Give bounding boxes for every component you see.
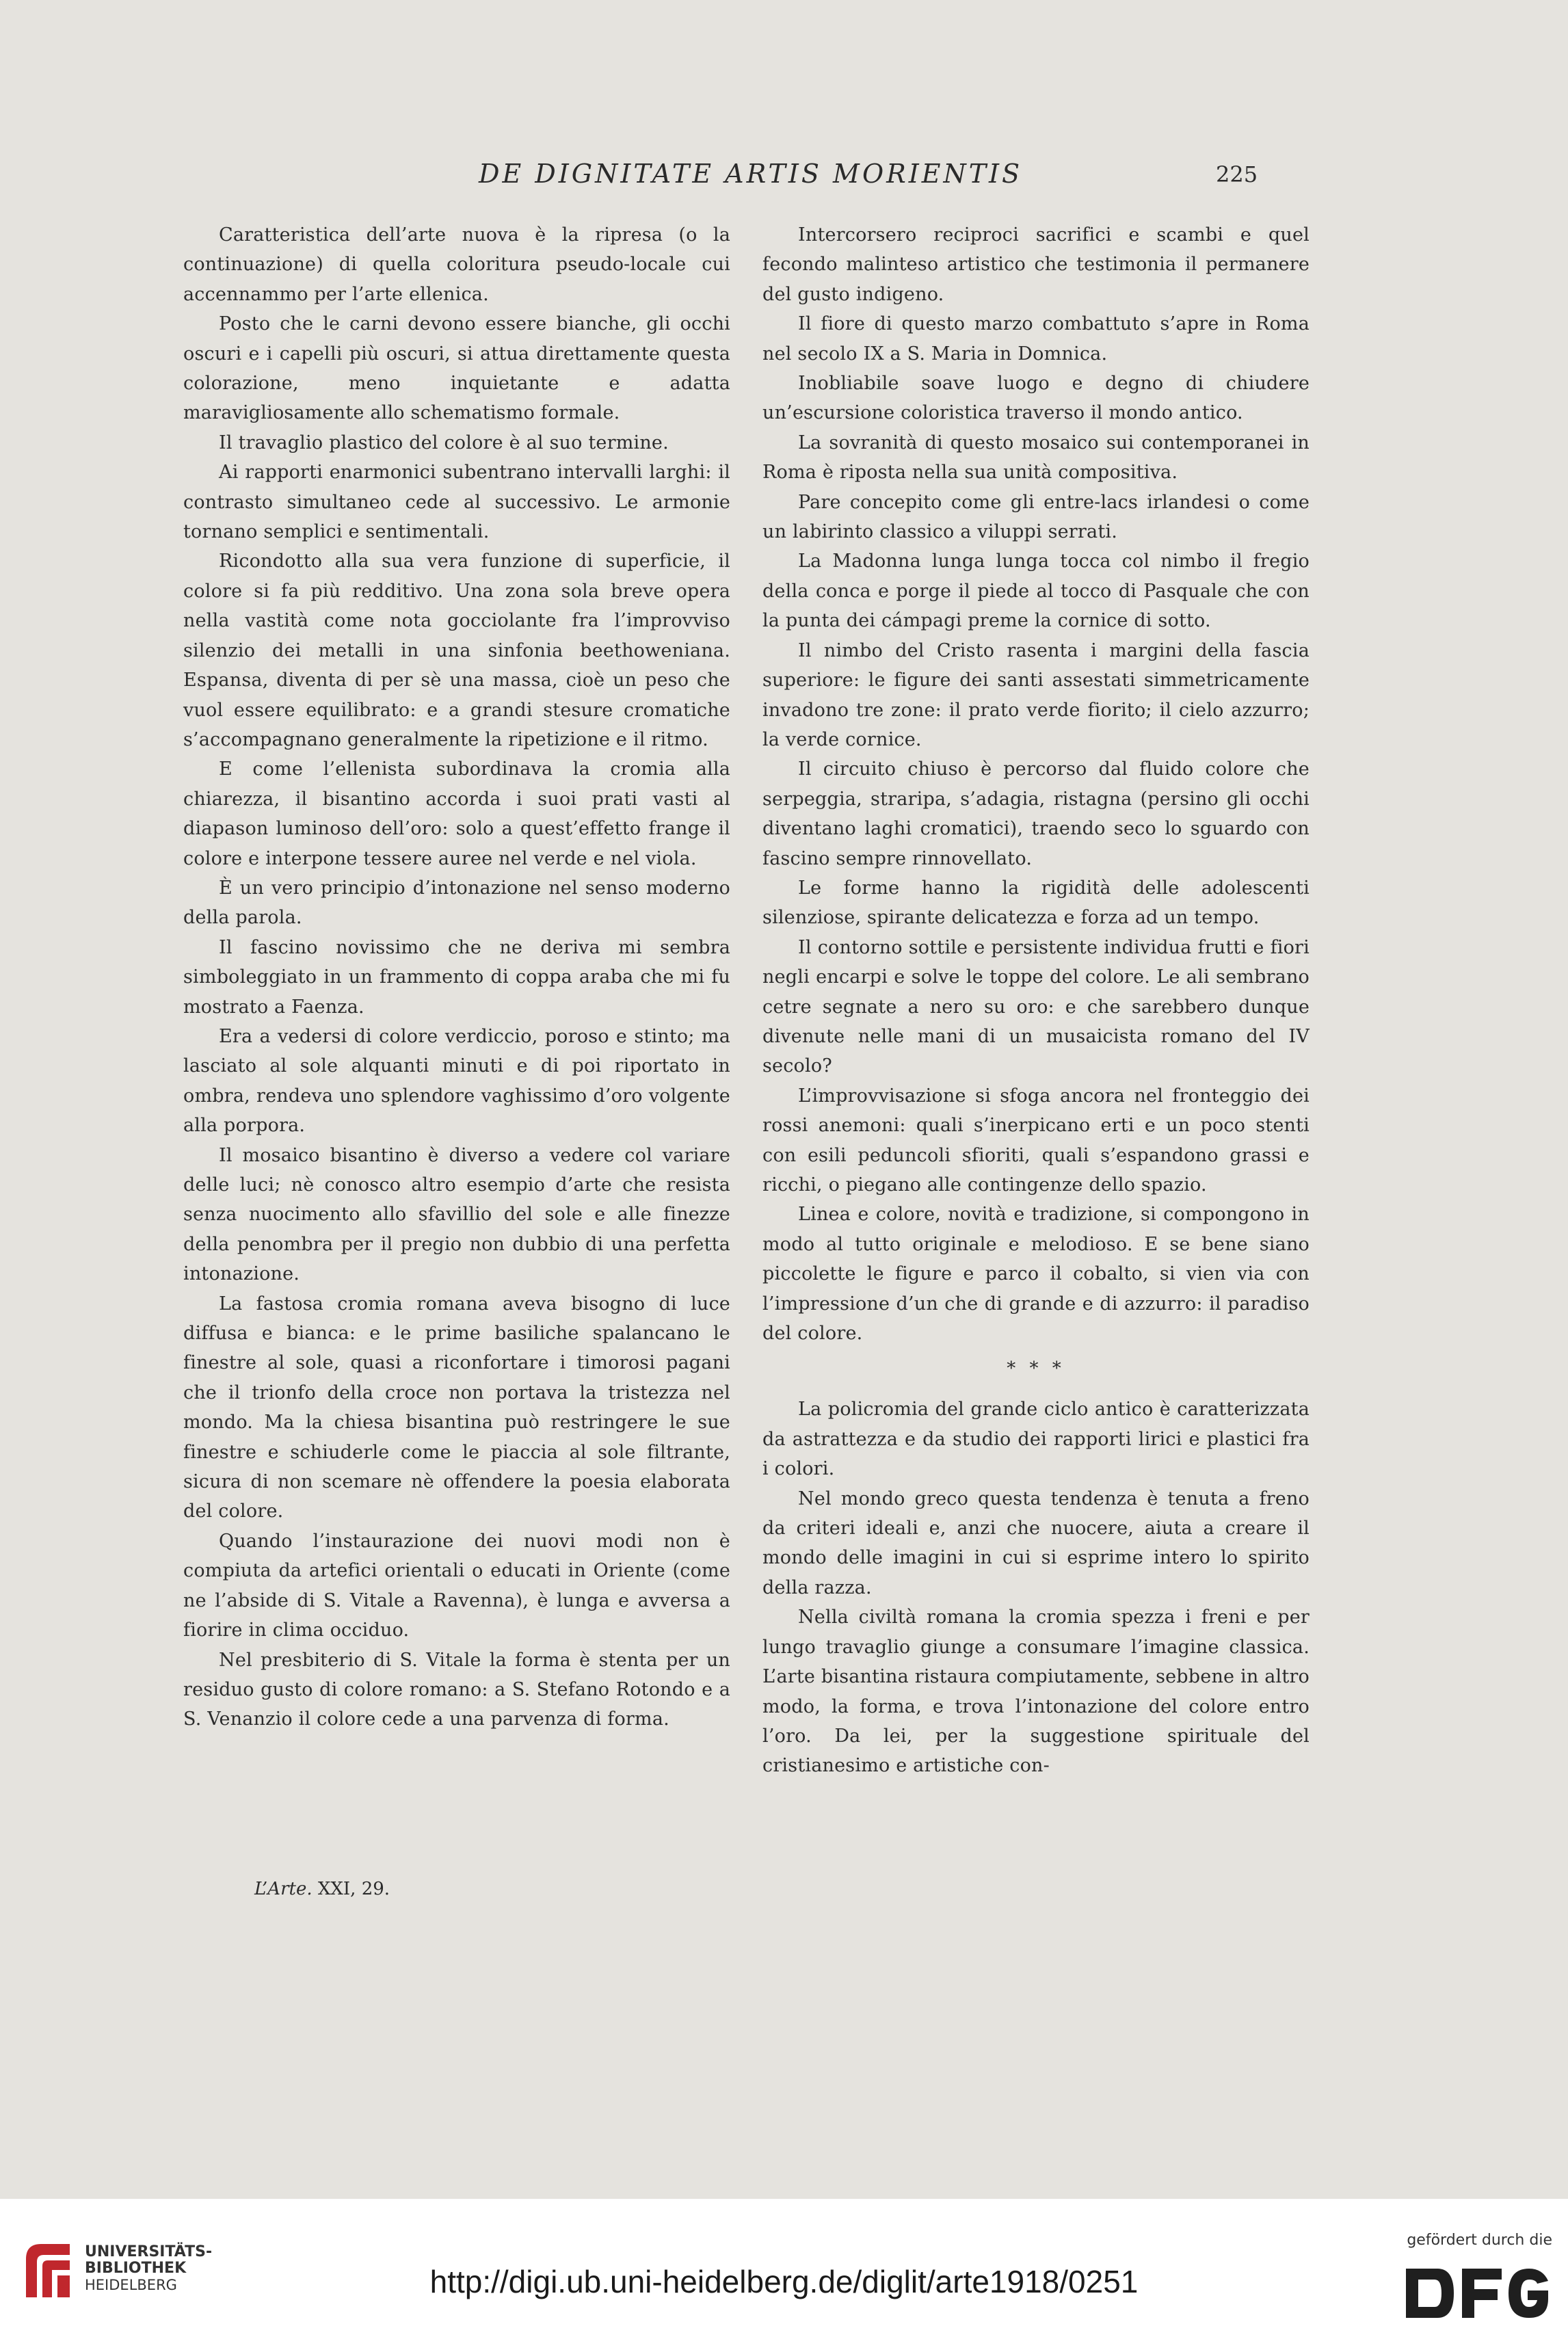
left-column: [183, 220, 730, 1869]
funding-block: [1395, 2232, 1552, 2341]
paragraph: Nel presbiterio di S. Vitale la forma è stenta per un residuo gusto di colore romano: a S. Stefano Rotondo e a S. Venanzio il colore cede a una parvenza di forma.: [183, 1649, 730, 1730]
section-break: * * *: [1007, 1358, 1065, 1379]
paragraph: Il contorno sottile e persistente individua frutti e fiori negli encarpi e solve le toppe del colore. Le ali sembrano cetre segnate a nero su oro: e che sarebbero dunque divenute nelle mani di un musaicista romano del IV secolo?: [762, 936, 1310, 1077]
paragraph: Era a vedersi di colore verdiccio, poroso e stinto; ma lasciato al sole alquanti minuti e di poi riportato in ombra, rendeva uno splendore vaghissimo d’oro volgente alla porpora.: [183, 1025, 730, 1137]
paragraph: Ai rapporti enarmonici subentrano intervalli larghi: il contrasto simultaneo cede al successivo. Le armonie tornano semplici e sentimentali.: [183, 462, 730, 543]
paragraph: L’improvvisazione si sfoga ancora nel fronteggio dei rossi anemoni: quali s’inerpicano erti e un poco stenti con esili peduncoli sfioriti, quali s’espandono grassi e ricchi, o piegano alle contingenze dello spazio.: [762, 1085, 1310, 1196]
paragraph: Linea e colore, novità e tradizione, si compongono in modo al tutto originale e melodioso. E se bene siano piccolette le figure e parco il cobalto, si vien via con l’impressione d’un che di grande e di azzurro: il paradiso del colore.: [762, 1204, 1310, 1345]
paragraph: La policromia del grande ciclo antico è caratterizzata da astrattezza e da studio dei rapporti lirici e plastici fra i colori.: [762, 1399, 1310, 1480]
library-name-line: HEIDELBERG: [85, 2277, 177, 2293]
footnote-title: L’Arte.: [254, 1879, 313, 1899]
signature-footnote: [254, 1879, 390, 1899]
paragraph: Il fascino novissimo che ne deriva mi sembra simboleggiato in un frammento di coppa araba che mi fu mostrato a Faenza.: [183, 936, 730, 1018]
paragraph: Intercorsero reciproci sacrifici e scambi e quel fecondo malinteso artistico che testimonia il permanere del gusto indigeno.: [762, 224, 1310, 305]
funding-label: gefördert durch die: [1407, 2232, 1552, 2249]
paragraph: Il mosaico bisantino è diverso a vedere col variare delle luci; nè conosco altro esempio d’arte che resista senza nuocimento allo sfavillio del sole e alle finezze della penombra per il pregio non dubbio di una perfetta intonazione.: [183, 1144, 730, 1285]
paragraph: E come l’ellenista subordinava la cromia alla chiarezza, il bisantino accorda i suoi prati vasti al diapason luminoso dell’oro: solo a quest’effetto frange il colore e interpone tessere auree nel verde e nel viola.: [183, 758, 730, 869]
paragraph: Il circuito chiuso è percorso dal fluido colore che serpeggia, straripa, s’adagia, ristagna (persino gli occhi diventano laghi cromatici), traendo seco lo sguardo con fascino sempre rinnovellato.: [762, 758, 1310, 869]
paragraph: Il fiore di questo marzo combattuto s’apre in Roma nel secolo IX a S. Maria in Domnica.: [762, 313, 1310, 365]
digitization-footer: [0, 2199, 1568, 2350]
page-number: 225: [1216, 161, 1258, 187]
paragraph: Quando l’instaurazione dei nuovi modi non è compiuta da artefici orientali o educati in Oriente (come ne l’abside di S. Vitale a Ravenna), è lunga e avversa a fiorire in clima occiduo.: [183, 1530, 730, 1641]
dfg-logo-icon: [1402, 2265, 1552, 2322]
footnote-detail: XXI, 29.: [317, 1879, 390, 1899]
permalink-url[interactable]: http://digi.ub.uni-heidelberg.de/diglit/arte1918/0251: [429, 2264, 1139, 2299]
paragraph: Inobliabile soave luogo e degno di chiudere un’escursione coloristica traverso il mondo antico.: [762, 373, 1310, 424]
running-head: [0, 159, 1568, 200]
paragraph: Posto che le carni devono essere bianche, gli occhi oscuri e i capelli più oscuri, si attua direttamente questa colorazione, meno inquietante e adatta maravigliosamente allo schematismo formale.: [183, 313, 730, 424]
paragraph: Nel mondo greco questa tendenza è tenuta a freno da criteri ideali e, anzi che nuocere, aiuta a creare il mondo delle imagini in cui si esprime intero lo spirito della razza.: [762, 1488, 1310, 1598]
paragraph: Pare concepito come gli entre-lacs irlandesi o come un labirinto classico a viluppi serrati.: [762, 491, 1310, 543]
library-name-line: BIBLIOTHEK: [85, 2260, 187, 2277]
paragraph: Il travaglio plastico del colore è al suo termine.: [219, 432, 669, 453]
paragraph: La Madonna lunga lunga tocca col nimbo il fregio della conca e porge il piede al tocco di Pasquale che con la punta dei cámpagi preme la cornice di sotto.: [762, 551, 1310, 632]
paragraph: La sovranità di questo mosaico sui contemporanei in Roma è riposta nella sua unità compositiva.: [762, 432, 1310, 484]
right-column: [762, 220, 1310, 1869]
paragraph: Ricondotto alla sua vera funzione di superficie, il colore si fa più redditivo. Una zona sola breve opera nella vastità come nota gocciolante fra l’improvviso silenzio dei metalli in una sinfonia beethoweniana. Espansa, diventa di per sè una massa, cioè un peso che vuol essere equilibrato: e a grandi stesure cromatiche s’accompagnano generalmente la ripetizione e il ritmo.: [183, 551, 730, 750]
running-title: DE DIGNITATE ARTIS MORIENTIS: [479, 159, 1023, 189]
paragraph: Caratteristica dell’arte nuova è la ripresa (o la continuazione) di quella coloritura pseudo-locale cui accennammo per l’arte ellenica.: [183, 224, 730, 305]
paragraph: È un vero principio d’intonazione nel senso moderno della parola.: [183, 877, 730, 929]
paragraph: Nella civiltà romana la cromia spezza i freni e per lungo travaglio giunge a consumare l’imagine classica. L’arte bisantina ristaura compiutamente, sebbene in altro modo, la forma, e trova l’intonazione del colore entro l’oro. Da lei, per la suggestione spirituale del cristianesimo e artistiche con-: [762, 1607, 1310, 1777]
paragraph: Il nimbo del Cristo rasenta i margini della fascia superiore: le figure dei santi assestati simmetricamente invadono tre zone: il prato verde fiorito; il cielo azzurro; la verde cornice.: [762, 639, 1310, 750]
paragraph: La fastosa cromia romana aveva bisogno di luce diffusa e bianca: e le prime basiliche spalancano le finestre al sole, quasi a riconfortare i timorosi pagani che il trionfo della croce non portava la tristezza nel mondo. Ma la chiesa bisantina può restringere le sue finestre e schiuderle come le piaccia al sole filtrante, sicura di non scemare nè offendere la poesia elaborata del colore.: [183, 1293, 730, 1522]
paragraph: Le forme hanno la rigidità delle adolescenti silenziose, spirante delicatezza e forza ad un tempo.: [762, 877, 1310, 929]
library-name-line: UNIVERSITÄTS-: [85, 2243, 213, 2260]
